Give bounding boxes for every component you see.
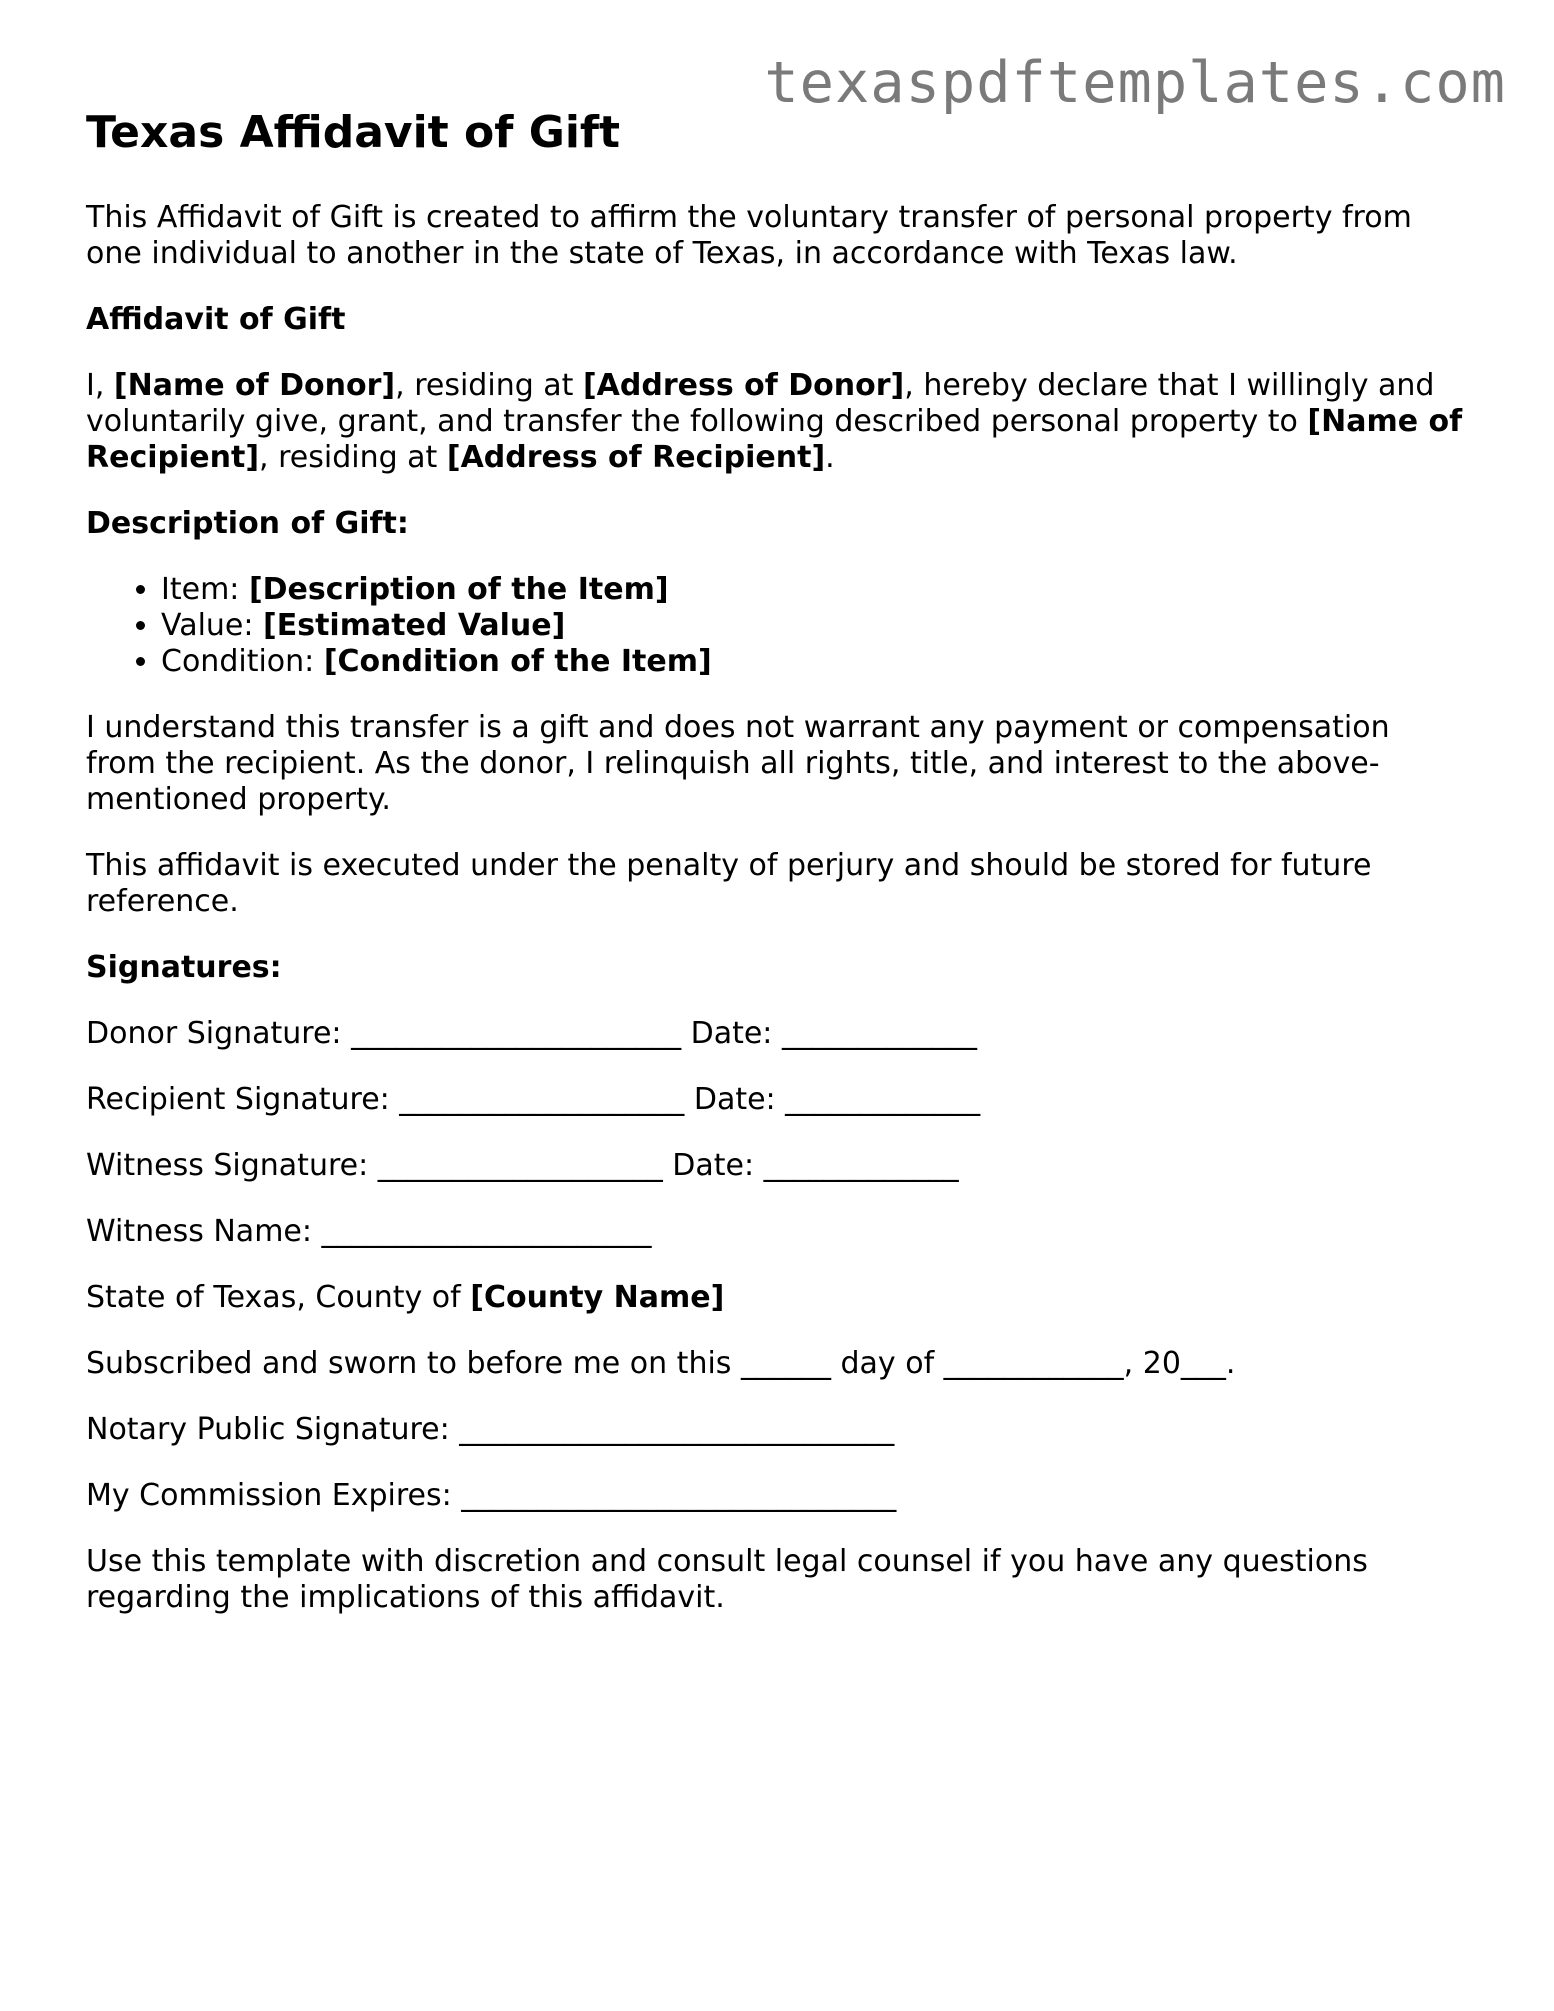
gift-item-label: Value: <box>161 608 264 643</box>
declaration-text: , hereby declare that I willingly and voluntarily give, grant, and transfer the following described personal property to <box>86 368 1435 439</box>
donor-signature-line[interactable]: Donor Signature: ______________________ Date: _____________ <box>86 1016 977 1051</box>
commission-expires-line[interactable]: My Commission Expires: _____________________________ <box>86 1478 897 1513</box>
gift-condition <box>161 644 1466 680</box>
recipient-signature-line[interactable]: Recipient Signature: ___________________ Date: _____________ <box>86 1082 981 1117</box>
understanding-paragraph: I understand this transfer is a gift and does not warrant any payment or compensation from the recipient. As the donor, I relinquish all rights, title, and interest to the above-mentioned property. <box>86 710 1390 817</box>
gift-item-value: [Description of the Item] <box>248 572 669 607</box>
gift-item-label: Condition: <box>161 644 324 679</box>
county-line <box>86 1280 1466 1316</box>
sworn-line[interactable]: Subscribed and sworn to before me on this ______ day of ____________, 20___. <box>86 1346 1236 1381</box>
declaration-text: , residing at <box>395 368 583 403</box>
penalty-paragraph: This affidavit is executed under the penalty of perjury and should be stored for future reference. <box>86 848 1372 919</box>
description-heading: Description of Gift: <box>86 506 409 541</box>
witness-signature-line[interactable]: Witness Signature: ___________________ Date: _____________ <box>86 1148 959 1183</box>
document-body <box>86 106 1466 1646</box>
footer-note: Use this template with discretion and consult legal counsel if you have any questions regarding the implications of this affidavit. <box>86 1544 1368 1615</box>
notary-signature-line[interactable]: Notary Public Signature: _____________________________ <box>86 1412 895 1447</box>
declaration-text: , residing at <box>259 440 447 475</box>
recipient-address-placeholder: [Address of Recipient] <box>446 440 826 475</box>
document-title: Texas Affidavit of Gift <box>86 107 621 158</box>
gift-item-label: Item: <box>161 572 249 607</box>
recipient-name-placeholder: [Name of Recipient] <box>86 404 1463 475</box>
witness-name-line[interactable]: Witness Name: ______________________ <box>86 1214 652 1249</box>
donor-address-placeholder: [Address of Donor] <box>582 368 905 403</box>
declaration-paragraph <box>86 368 1466 476</box>
signatures-heading: Signatures: <box>86 950 282 985</box>
declaration-text: . <box>825 440 835 475</box>
county-name-placeholder: [County Name] <box>470 1280 725 1315</box>
gift-item-list <box>86 572 1466 680</box>
gift-item-value: [Condition of the Item] <box>323 644 712 679</box>
intro-paragraph: This Affidavit of Gift is created to affirm the voluntary transfer of personal property from one individual to another in the state of Texas, in accordance with Texas law. <box>86 200 1412 271</box>
affidavit-heading: Affidavit of Gift <box>86 302 346 337</box>
site-watermark: texaspdftemplates.com <box>764 50 1506 116</box>
gift-value <box>161 608 1466 644</box>
donor-name-placeholder: [Name of Donor] <box>113 368 396 403</box>
gift-item <box>161 572 1466 608</box>
gift-item-value: [Estimated Value] <box>263 608 566 643</box>
county-label: State of Texas, County of <box>86 1280 471 1315</box>
declaration-text: I, <box>86 368 114 403</box>
